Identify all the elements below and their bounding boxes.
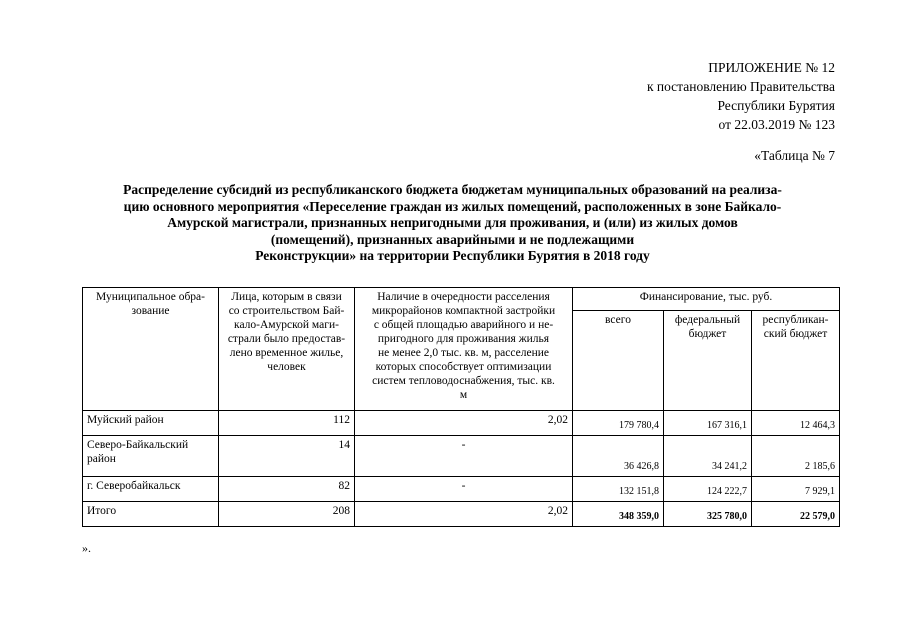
cell-republican: 12 464,3 [752,411,840,436]
cell-municipality: Северо-Байкальский район [83,436,219,477]
cell-republican: 22 579,0 [752,502,840,527]
cell-persons: 82 [219,477,355,502]
total-row [83,502,840,527]
cell-municipality: г. Северобайкальск [83,477,219,502]
cell-persons: 112 [219,411,355,436]
cell-federal: 325 780,0 [664,502,752,527]
cell-queue: - [355,436,573,477]
header-queue: Наличие в очередности расселения микрорайонов компактной застройки с общей площадью аварийного и не- пригодного для проживания жилья не менее 2,0 тыс. кв. м, расселение которых способствует оптимизации систем тепловодоснабжения, тыс. кв. м [355,288,573,411]
appendix-decree: к постановлению Правительства [646,79,835,94]
cell-republican: 2 185,6 [752,436,840,477]
header-financing: Финансирование, тыс. руб. [573,288,840,311]
cell-republican: 7 929,1 [752,477,840,502]
title-line: цию основного мероприятия «Переселение граждан из жилых помещений, расположенных в зоне Байкало- [123,198,782,214]
header-republican: республикан- ский бюджет [752,311,840,411]
appendix-number: ПРИЛОЖЕНИЕ № 12 [708,60,835,75]
table-row [83,411,840,436]
title-line: Реконструкции» на территории Республики Бурятия в 2018 году [255,248,650,263]
header-persons: Лица, которым в связи со строительством Бай- кало-Амурской маги- страли было предостав- лено временное жилье, человек [219,288,355,411]
header-federal: федеральный бюджет [664,311,752,411]
table-row [83,477,840,502]
appendix-republic: Республики Бурятия [717,98,835,113]
cell-total: 36 426,8 [573,436,664,477]
header-row [83,288,840,311]
cell-persons: 14 [219,436,355,477]
title-line: (помещений), признанных аварийными и не подлежащими [270,231,635,247]
cell-total-label: Итого [83,502,219,527]
cell-federal: 167 316,1 [664,411,752,436]
cell-federal: 34 241,2 [664,436,752,477]
title-line: Амурской магистрали, признанных непригодными для проживания, и (или) из жилых домов [167,215,738,230]
cell-queue: 2,02 [355,502,573,527]
cell-municipality: Муйский район [83,411,219,436]
closing-quote: ». [82,541,91,555]
header-total: всего [573,311,664,411]
title-line: Распределение субсидий из республиканского бюджета бюджетам муниципальных образований на реализа- [123,182,782,197]
appendix-date: от 22.03.2019 № 123 [718,117,835,132]
cell-total: 348 359,0 [573,502,664,527]
header-municipality: Муниципальное обра- зование [83,288,219,411]
cell-persons: 208 [219,502,355,527]
cell-queue: 2,02 [355,411,573,436]
table-label: «Таблица № 7 [754,148,835,163]
cell-total: 132 151,8 [573,477,664,502]
cell-total: 179 780,4 [573,411,664,436]
subsidy-table [82,287,840,527]
cell-federal: 124 222,7 [664,477,752,502]
document-title [70,182,835,265]
cell-queue: - [355,477,573,502]
appendix-header [647,58,835,134]
table-row [83,436,840,477]
